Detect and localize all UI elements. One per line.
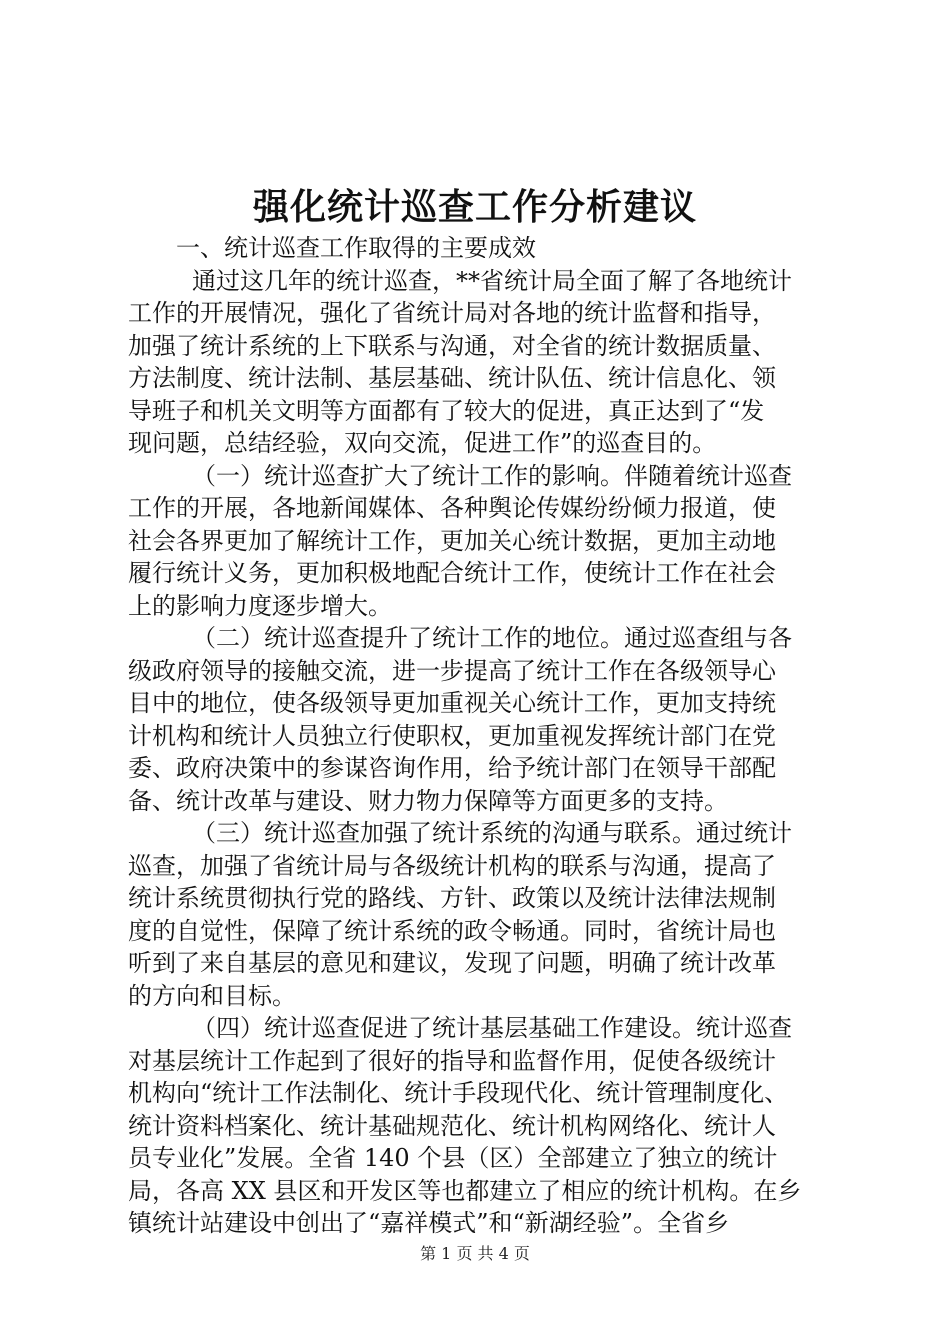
paragraph-line: 工作的开展情况，强化了省统计局对各地的统计监督和指导， bbox=[128, 299, 776, 327]
paragraph-line: 备、统计改革与建设、财力物力保障等方面更多的支持。 bbox=[128, 786, 728, 815]
paragraph-line: 员专业化”发展。全省 140 个县（区）全部建立了独立的统计 bbox=[128, 1144, 778, 1172]
paragraph-line: 局，各高 XX 县区和开发区等也都建立了相应的统计机构。在乡 bbox=[128, 1176, 802, 1205]
paragraph-line: 工作的开展，各地新闻媒体、各种舆论传媒纷纷倾力报道，使 bbox=[128, 494, 776, 522]
paragraph-line: （二）统计巡查提升了统计工作的地位。通过巡查组与各 bbox=[192, 624, 792, 652]
paragraph-line: 镇统计站建设中创出了“嘉祥模式”和“新湖经验”。全省乡 bbox=[128, 1209, 730, 1237]
page-number: 第 1 页 共 4 页 bbox=[420, 1244, 530, 1263]
paragraph-line: 通过这几年的统计巡查，**省统计局全面了解了各地统计 bbox=[192, 266, 792, 295]
section-heading: 一、统计巡查工作取得的主要成效 bbox=[176, 234, 536, 262]
paragraph-line: 履行统计义务，更加积极地配合统计工作，使统计工作在社会 bbox=[128, 559, 776, 587]
paragraph-line: 上的影响力度逐步增大。 bbox=[128, 591, 392, 620]
paragraph-line: 对基层统计工作起到了很好的指导和监督作用，促使各级统计 bbox=[128, 1046, 776, 1075]
document-title: 强化统计巡查工作分析建议 bbox=[252, 186, 697, 228]
paragraph-line: 听到了来自基层的意见和建议，发现了问题，明确了统计改革 bbox=[128, 949, 776, 977]
paragraph-line: 社会各界更加了解统计工作，更加关心统计数据，更加主动地 bbox=[128, 526, 776, 555]
paragraph-line: 导班子和机关文明等方面都有了较大的促进，真正达到了“发 bbox=[128, 396, 765, 425]
paragraph-line: 计机构和统计人员独立行使职权，更加重视发挥统计部门在党 bbox=[128, 721, 776, 750]
paragraph-line: 目中的地位，使各级领导更加重视关心统计工作，更加支持统 bbox=[128, 689, 776, 717]
paragraph-line: 现问题，总结经验，双向交流，促进工作”的巡查目的。 bbox=[128, 429, 717, 457]
paragraph-line: 委、政府决策中的参谋咨询作用，给予统计部门在领导干部配 bbox=[128, 754, 776, 782]
paragraph-line: 统计系统贯彻执行党的路线、方针、政策以及统计法律法规制 bbox=[128, 884, 776, 912]
paragraph-line: 巡查，加强了省统计局与各级统计机构的联系与沟通，提高了 bbox=[128, 851, 776, 880]
document-body bbox=[128, 232, 848, 1240]
paragraph-line: 的方向和目标。 bbox=[128, 981, 296, 1010]
paragraph-line: （三）统计巡查加强了统计系统的沟通与联系。通过统计 bbox=[192, 819, 792, 847]
paragraph-line: 统计资料档案化、统计基础规范化、统计机构网络化、统计人 bbox=[128, 1111, 776, 1140]
paragraph-line: （四）统计巡查促进了统计基层基础工作建设。统计巡查 bbox=[192, 1014, 792, 1042]
paragraph-line: 方法制度、统计法制、基层基础、统计队伍、统计信息化、领 bbox=[128, 364, 776, 392]
paragraph-line: （一）统计巡查扩大了统计工作的影响。伴随着统计巡查 bbox=[192, 461, 792, 490]
paragraph-line: 机构向“统计工作法制化、统计手段现代化、统计管理制度化、 bbox=[128, 1079, 789, 1107]
paragraph-line: 度的自觉性，保障了统计系统的政令畅通。同时，省统计局也 bbox=[128, 916, 776, 945]
paragraph-line: 加强了统计系统的上下联系与沟通，对全省的统计数据质量、 bbox=[128, 331, 776, 360]
paragraph-line: 级政府领导的接触交流，进一步提高了统计工作在各级领导心 bbox=[128, 656, 776, 685]
